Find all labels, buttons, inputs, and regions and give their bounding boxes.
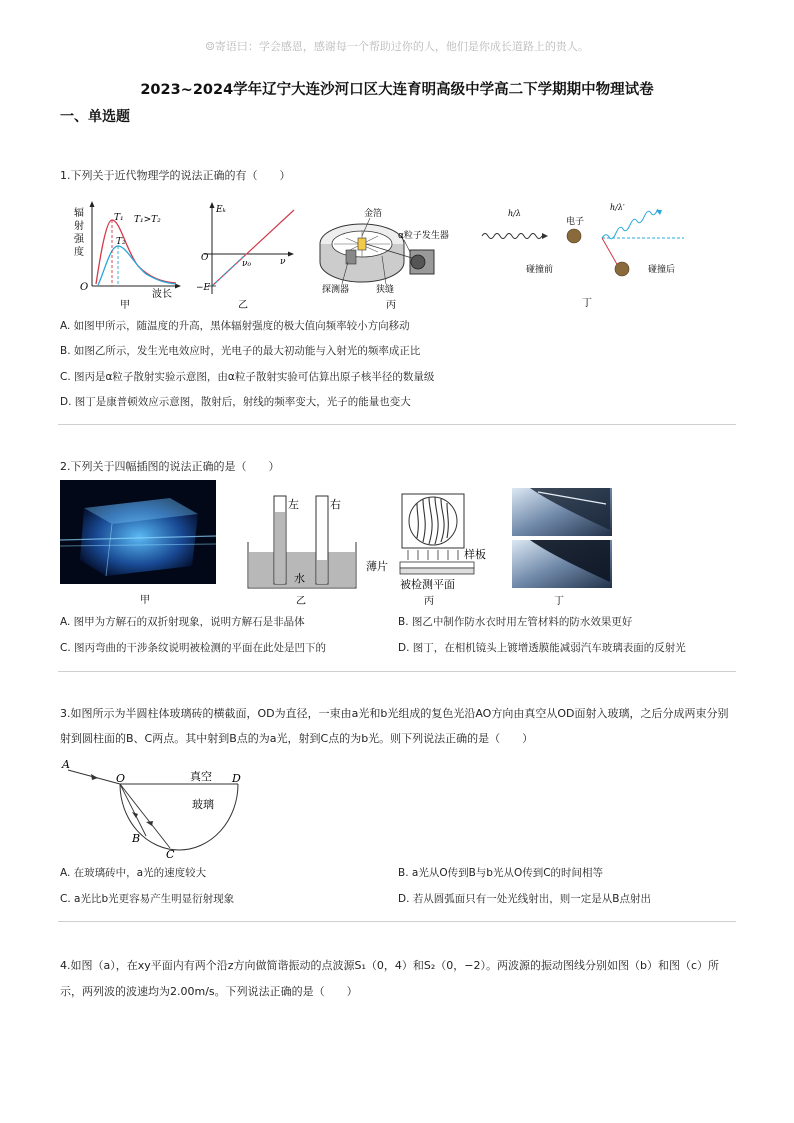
h-over-lambda-prime: h/λ′ xyxy=(610,203,625,212)
divider xyxy=(58,921,736,922)
sample-label: 样板 xyxy=(464,548,486,561)
q1-option-d[interactable]: D. 图丁是康普顿效应示意图，散射后，射线的频率变大，光子的能量也变大 xyxy=(60,396,411,408)
caption-yi: 乙 xyxy=(296,596,306,607)
q3-option-c[interactable]: C. a光比b光更容易产生明显衍射现象 xyxy=(60,893,235,905)
q3-figure xyxy=(58,756,248,860)
q1-option-b[interactable]: B. 如图乙所示，发生光电效应时，光电子的最大初动能与入射光的频率成正比 xyxy=(60,345,421,357)
section-heading: 一、单选题 xyxy=(60,109,130,125)
caption-bing: 丙 xyxy=(386,300,396,310)
question-3-stem-line1: 3.如图所示为半圆柱体玻璃砖的横截面，OD为直径，一束由a光和b光组成的复色光沿AO方向由真空从OD面射入玻璃，之后分成两束分别 xyxy=(60,707,729,720)
q2-option-a[interactable]: A. 图甲为方解石的双折射现象，说明方解石是非晶体 xyxy=(60,616,305,628)
film-label: 薄片 xyxy=(366,560,388,573)
caption-yi: 乙 xyxy=(238,300,248,310)
question-2-stem: 2.下列关于四幅插图的说法正确的是（ ） xyxy=(60,460,280,473)
origin-label: O xyxy=(80,282,89,293)
temp-condition: T₁>T₂ xyxy=(134,215,161,225)
motto: ☺寄语曰：学会感恩，感谢每一个帮助过你的人，他们是你成长道路上的贵人。 xyxy=(205,40,589,53)
left-label: 左 xyxy=(288,498,299,511)
point-b: B xyxy=(132,832,141,845)
q2-figure-jia xyxy=(60,480,216,608)
detector-label: 探测器 xyxy=(322,285,350,295)
divider xyxy=(58,424,736,425)
after-label: 碰撞后 xyxy=(648,265,676,275)
q1-option-a[interactable]: A. 如图甲所示，随温度的升高，黑体辐射强度的极大值向频率较小方向移动 xyxy=(60,320,410,332)
ylabel-char: 度 xyxy=(74,247,84,258)
q2-option-c[interactable]: C. 图丙弯曲的干涉条纹说明被检测的平面在此处是凹下的 xyxy=(60,642,327,654)
point-a: A xyxy=(62,758,70,771)
point-c: C xyxy=(166,848,175,860)
glass-label: 玻璃 xyxy=(192,798,214,811)
nu0-label: ν₀ xyxy=(242,259,252,269)
ek-label: Eₖ xyxy=(216,205,226,215)
caption-jia: 甲 xyxy=(140,595,150,606)
h-over-lambda: h/λ xyxy=(508,209,521,218)
point-d: D xyxy=(232,772,241,785)
question-3-stem-line2: 射到圆柱面的B、C两点。其中射到B点的为a光，射到C点的为b光。则下列说法正确的是（ ） xyxy=(60,732,534,745)
vacuum-label: 真空 xyxy=(190,770,212,783)
question-1-stem: 1.下列关于近代物理学的说法正确的有（ ） xyxy=(60,169,291,182)
q2-option-b[interactable]: B. 图乙中制作防水衣时用左管材料的防水效果更好 xyxy=(398,616,633,628)
caption-ding: 丁 xyxy=(582,298,592,309)
ylabel-char: 辐 xyxy=(74,208,84,219)
foil-label: 金箔 xyxy=(364,209,383,219)
page-title: 2023~2024学年辽宁大连沙河口区大连育明高级中学高二下学期期中物理试卷 xyxy=(140,82,654,98)
t1-label: T₁ xyxy=(114,213,124,223)
before-label: 碰撞前 xyxy=(526,265,554,275)
q2-figure-ding xyxy=(510,486,614,608)
right-label: 右 xyxy=(330,498,341,511)
source-label: α粒子发生器 xyxy=(398,231,449,241)
plane-label: 被检测平面 xyxy=(400,578,455,591)
q3-option-d[interactable]: D. 若从圆弧面只有一处光线射出，则一定是从B点射出 xyxy=(398,893,651,905)
q2-figure-yi xyxy=(246,492,358,608)
t2-label: T₂ xyxy=(116,237,126,247)
caption-jia: 甲 xyxy=(120,300,130,310)
neg-e-label: −E xyxy=(196,283,211,293)
q1-figure-bing xyxy=(312,200,472,310)
caption-bing: 丙 xyxy=(424,596,434,607)
q1-figure-yi xyxy=(196,198,300,310)
q3-option-b[interactable]: B. a光从O传到B与b光从O传到C的时间相等 xyxy=(398,867,604,879)
q1-option-c[interactable]: C. 图丙是α粒子散射实验示意图，由α粒子散射实验可估算出原子核半径的数量级 xyxy=(60,371,435,383)
ylabel-char: 射 xyxy=(74,221,84,232)
q2-option-d[interactable]: D. 图丁，在相机镜头上镀增透膜能减弱汽车玻璃表面的反射光 xyxy=(398,642,686,654)
q1-figure-jia xyxy=(66,198,186,310)
nu-label: ν xyxy=(280,257,286,267)
question-4-stem-line1: 4.如图（a），在xy平面内有两个沿z方向做简谐振动的点波源S₁（0，4）和S₂（0，−2）。两波源的振动图线分别如图（b）和图（c）所 xyxy=(60,959,720,972)
ylabel-char: 强 xyxy=(74,234,84,245)
xlabel: 波长 xyxy=(152,289,172,300)
point-o: O xyxy=(116,772,126,785)
q3-option-a[interactable]: A. 在玻璃砖中，a光的速度较大 xyxy=(60,867,207,879)
water-label: 水 xyxy=(294,572,305,585)
origin-label: O xyxy=(201,253,209,263)
slit-label: 狭缝 xyxy=(376,285,395,295)
caption-ding: 丁 xyxy=(554,596,564,607)
q2-figure-bing xyxy=(364,488,498,608)
q1-figure-ding xyxy=(478,196,698,312)
question-4-stem-line2: 示，两列波的波速均为2.00m/s。下列说法正确的是（ ） xyxy=(60,985,358,998)
electron-label: 电子 xyxy=(566,217,585,227)
divider xyxy=(58,671,736,672)
